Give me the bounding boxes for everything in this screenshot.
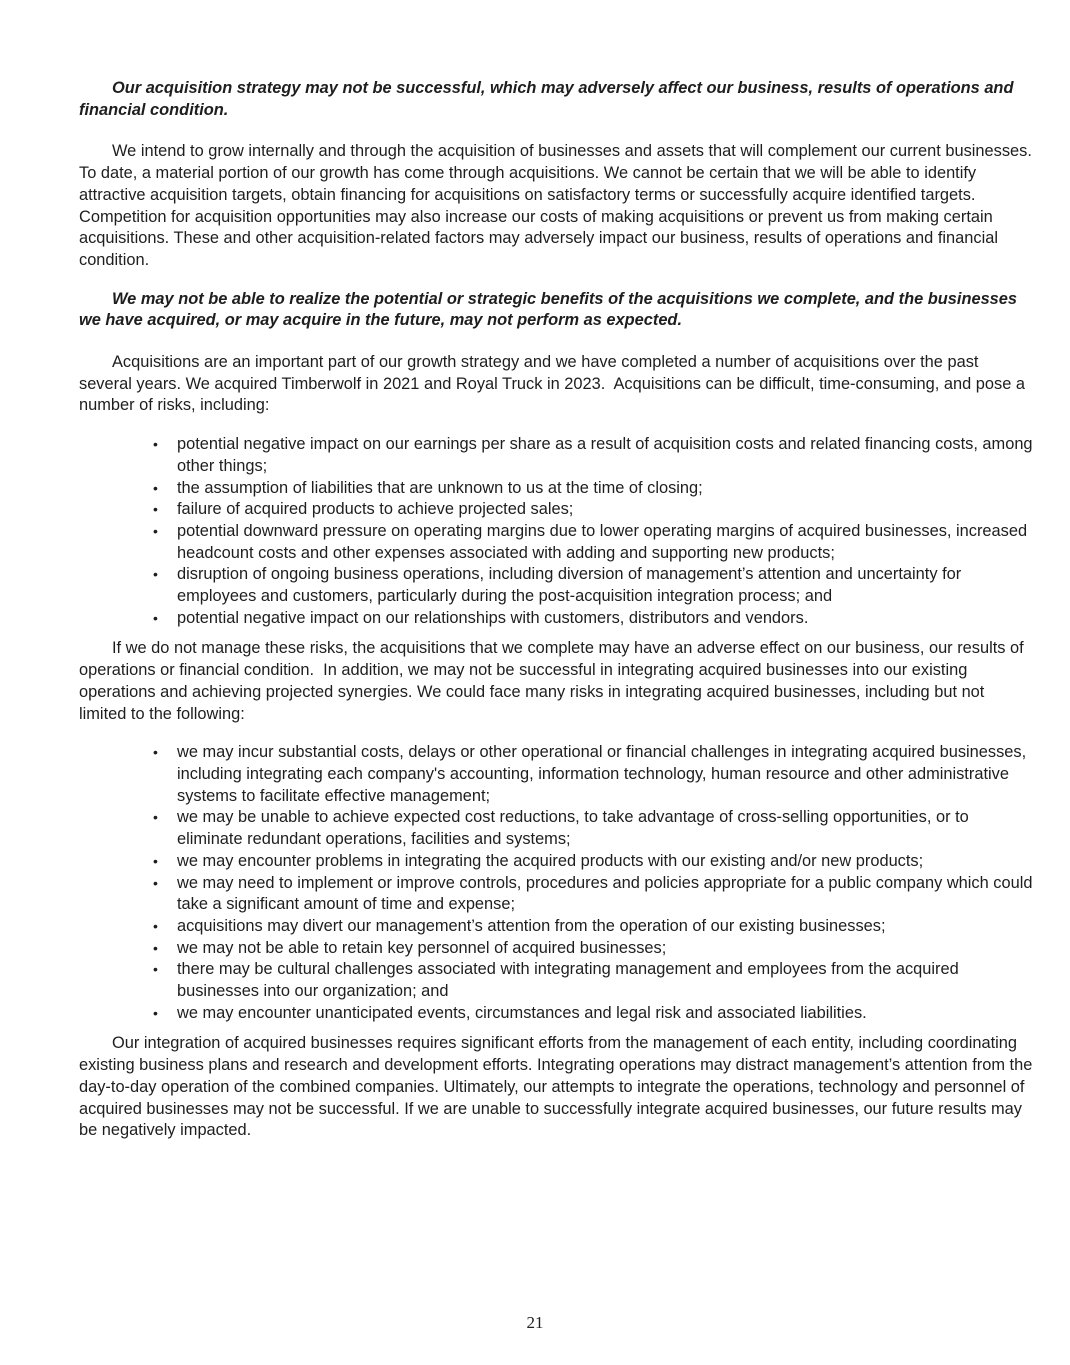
risk-heading-strategic-benefits: We may not be able to realize the potential or strategic benefits of the acquisitions we complete, and the businesses we have acquired, or may acquire in the future, may not perform as expected. xyxy=(79,289,1022,330)
list-item: • acquisitions may divert our management’s attention from the operation of our existing businesses; xyxy=(151,916,1035,938)
list-item: • potential negative impact on our earnings per share as a result of acquisition costs and related financing costs, among other things; xyxy=(151,434,1035,477)
paragraph-integration-efforts: Our integration of acquired businesses requires significant efforts from the management of each entity, including coordinating existing business plans and research and development efforts. Integrating operations may distract management’s attention from the day-to-day operation of the combined companies. Ultimately, our attempts to integrate the operations, technology and personnel of acquired businesses may not be successful. If we are unable to successfully integrate acquired businesses, our future results may be negatively impacted. xyxy=(79,1034,1037,1140)
list-item: • failure of acquired products to achieve projected sales; xyxy=(151,499,1035,521)
risk-heading-acquisition-strategy: Our acquisition strategy may not be successful, which may adversely affect our business, results of operations and financial condition. xyxy=(79,79,1019,119)
list-item: • we may encounter problems in integrating the acquired products with our existing and/or new products; xyxy=(151,851,1035,873)
list-item: • we may be unable to achieve expected cost reductions, to take advantage of cross-selling opportunities, or to eliminate redundant operations, facilities and systems; xyxy=(151,807,1035,850)
acquisition-risks-list xyxy=(79,434,1038,629)
list-item: • potential downward pressure on operating margins due to lower operating margins of acquired businesses, increased headcount costs and other expenses associated with adding and supporting new products; xyxy=(151,521,1035,564)
integration-risks-list xyxy=(79,742,1038,1024)
page-number: 21 xyxy=(526,1313,544,1332)
list-item: • the assumption of liabilities that are unknown to us at the time of closing; xyxy=(151,478,1035,500)
list-item: • there may be cultural challenges associated with integrating management and employees from the acquired businesses into our organization; and xyxy=(151,959,1035,1002)
paragraph-manage-risks: If we do not manage these risks, the acquisitions that we complete may have an adverse effect on our business, our results of operations or financial condition. In addition, we may not be successful in integrating acquired businesses into our existing operations and achieving projected synergies. We could face many risks in integrating acquired businesses, including but not limited to the following: xyxy=(79,639,1029,723)
list-item: • disruption of ongoing business operations, including diversion of management’s attention and uncertainty for employees and customers, particularly during the post-acquisition integration process; and xyxy=(151,564,1035,607)
list-item: • potential negative impact on our relationships with customers, distributors and vendors. xyxy=(151,608,1035,630)
paragraph-acquisitions-strategy: Acquisitions are an important part of our growth strategy and we have completed a number of acquisitions over the past several years. We acquired Timberwolf in 2021 and Royal Truck in 2023. Acquisitions can be difficult, time-consuming, and pose a number of risks, including: xyxy=(79,353,1030,415)
paragraph-acquisition-growth: We intend to grow internally and through the acquisition of businesses and assets that will complement our current businesses. To date, a material portion of our growth has come through acquisitions. We cannot be certain that we will be able to identify attractive acquisition targets, obtain financing for acquisitions on satisfactory terms or successfully acquire identified targets. Competition for acquisition opportunities may also increase our costs of making acquisitions or prevent us from making certain acquisitions. These and other acquisition-related factors may adversely impact our business, results of operations and financial condition. xyxy=(79,142,1037,269)
list-item: • we may incur substantial costs, delays or other operational or financial challenges in integrating acquired businesses, including integrating each company's accounting, information technology, human resource and other administrative systems to facilitate effective management; xyxy=(151,742,1035,807)
document-page xyxy=(79,78,1038,1159)
list-item: • we may need to implement or improve controls, procedures and policies appropriate for a public company which could take a significant amount of time and expense; xyxy=(151,873,1035,916)
list-item: • we may not be able to retain key personnel of acquired businesses; xyxy=(151,938,1035,960)
list-item: • we may encounter unanticipated events, circumstances and legal risk and associated liabilities. xyxy=(151,1003,1035,1025)
